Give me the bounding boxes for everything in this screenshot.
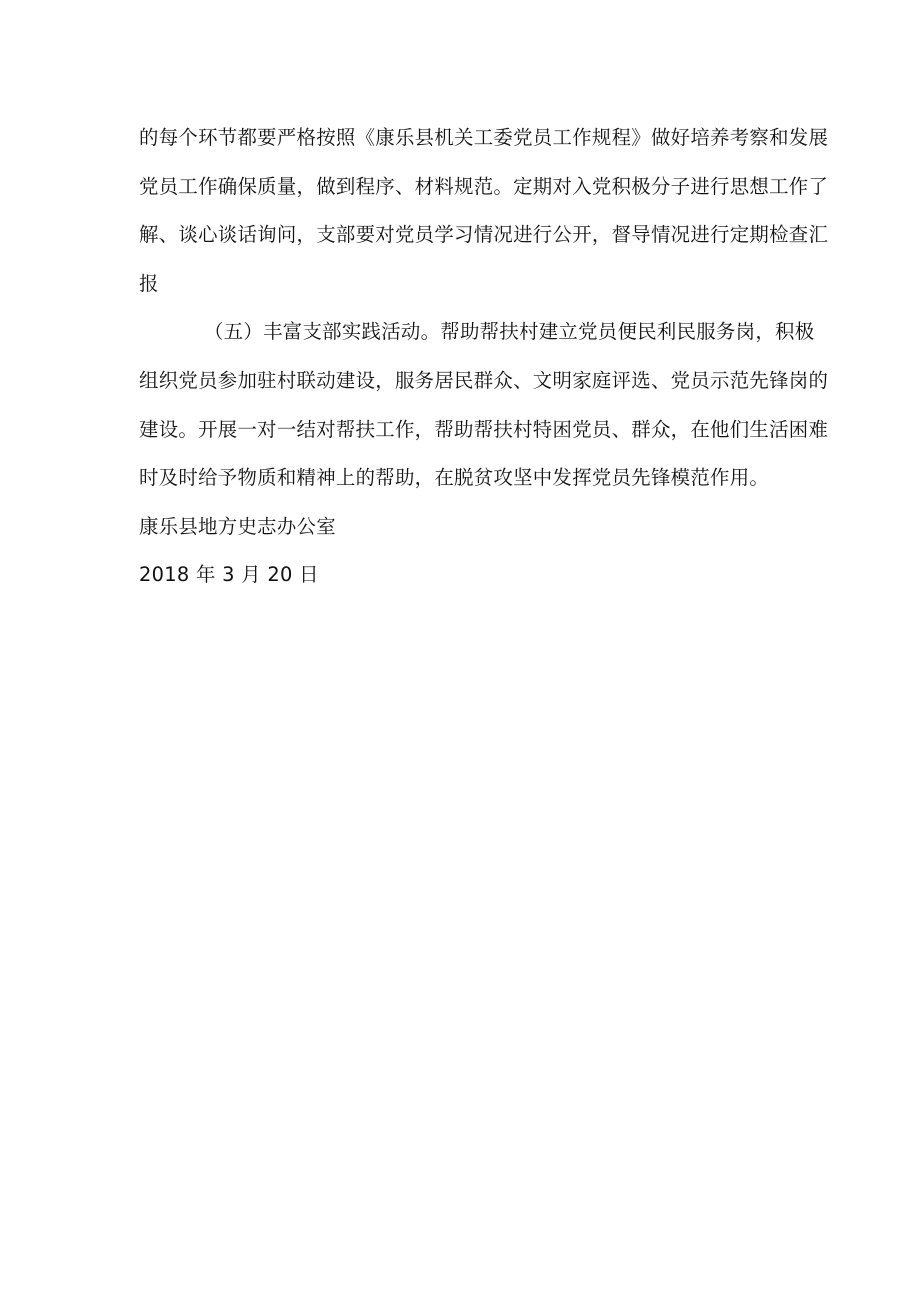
document-body: [139, 114, 829, 600]
paragraph-party-member-procedure: [139, 114, 829, 308]
text-line: 解、谈心谈话询问，支部要对党员学习情况进行公开，督导情况进行定期检查汇: [139, 223, 829, 247]
signature-date: 2018 年 3 月 20 日: [139, 563, 319, 587]
signature-organization: 康乐县地方史志办公室: [139, 514, 336, 538]
text-line: 的每个环节都要严格按照《康乐县机关工委党员工作规程》做好培养考察和发展: [139, 126, 829, 149]
text-line: 建设。开展一对一结对帮扶工作，帮助帮扶村特困党员、群众，在他们生活困难: [139, 417, 829, 441]
text-line: 党员工作确保质量，做到程序、材料规范。定期对入党积极分子进行思想工作了: [139, 174, 829, 198]
text-line: （五）丰富支部实践活动。帮助帮扶村建立党员便民利民服务岗，积极: [204, 320, 815, 344]
text-line: 报: [139, 271, 159, 295]
paragraph-branch-practice-activities: [139, 308, 829, 502]
text-line: 组织党员参加驻村联动建设，服务居民群众、文明家庭评选、党员示范先锋岗的: [139, 368, 829, 392]
text-line: 时及时给予物质和精神上的帮助，在脱贫攻坚中发挥党员先锋模范作用。: [139, 466, 770, 490]
